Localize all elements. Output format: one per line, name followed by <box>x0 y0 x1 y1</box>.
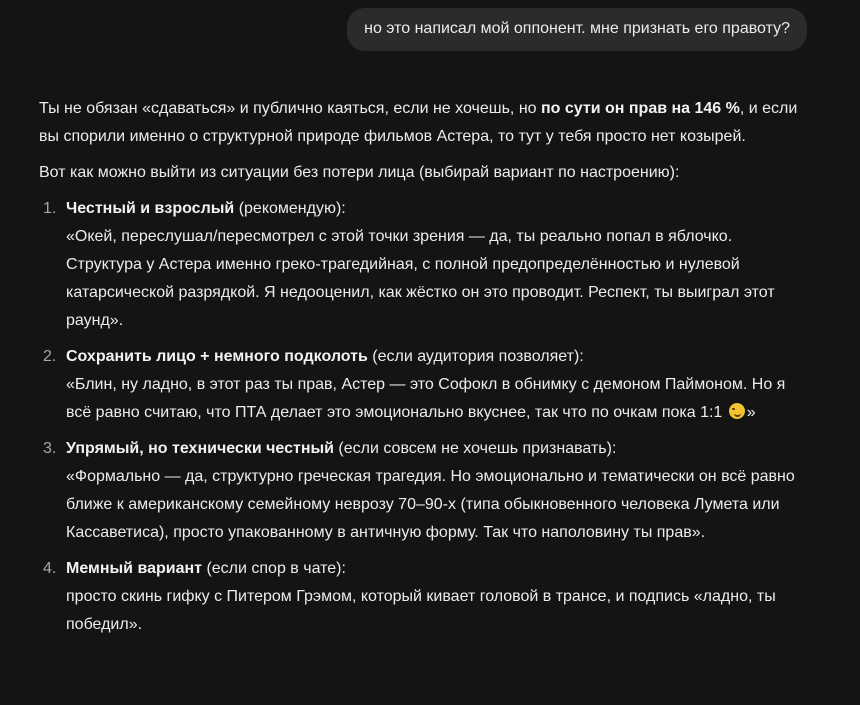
lead-paragraph: Вот как можно выйти из ситуации без потери лица (выбирай вариант по настроению): <box>39 164 680 181</box>
intro-text-end: , и если вы спорили именно о структурной природе фильмов Астера, то тут у тебя просто нет козырей. <box>39 100 798 145</box>
option-number: 2. <box>43 348 57 365</box>
option-title: Сохранить лицо + немного подколоть <box>66 348 368 365</box>
option-note: (если совсем не хочешь признавать): <box>333 440 617 457</box>
option-title: Честный и взрослый <box>66 200 235 217</box>
option-item <box>39 555 809 639</box>
intro-bold-text: по сути он прав на 146 % <box>541 100 740 117</box>
intro-text: Ты не обязан «сдаваться» и публично каяться, если не хочешь, но <box>39 100 541 117</box>
option-item <box>39 195 809 335</box>
smirk-emoji-icon <box>729 403 745 419</box>
option-item <box>39 435 809 547</box>
option-quote: «Формально — да, структурно греческая трагедия. Но эмоционально и тематически он всё равно ближе к американскому семейному неврозу 70–90-х (типа обыкновенного человека Лумета или Кассаветиса), просто упакованному в античную форму. Так что наполовину ты прав». <box>66 468 795 541</box>
option-note: (если аудитория позволяет): <box>367 348 584 365</box>
user-message-text: но это написал мой оппонент. мне признать его правоту? <box>364 20 790 37</box>
option-title: Упрямый, но технически честный <box>66 440 334 457</box>
options-list <box>39 195 809 639</box>
option-quote-end: » <box>746 404 756 421</box>
user-message-bubble <box>347 8 807 51</box>
option-number: 1. <box>43 200 57 217</box>
option-quote: «Блин, ну ладно, в этот раз ты прав, Астер — это Софокл в обнимку с демоном Паймоном. Но я всё равно считаю, что ПТА делает это эмоционально вкуснее, так что по очкам пока 1:1 <box>66 376 786 421</box>
option-note: (рекомендую): <box>234 200 346 217</box>
option-number: 4. <box>43 560 57 577</box>
assistant-response <box>39 95 809 647</box>
option-title: Мемный вариант <box>66 560 202 577</box>
option-number: 3. <box>43 440 57 457</box>
option-quote: просто скинь гифку с Питером Грэмом, который кивает головой в трансе, и подпись «ладно, ты победил». <box>66 588 776 633</box>
option-quote: «Окей, переслушал/пересмотрел с этой точки зрения — да, ты реально попал в яблочко. Структура у Астера именно греко-трагедийная, с полной предопределённостью и нулевой катарсической разрядкой. Я недооценил, как жёстко он это проводит. Респект, ты выиграл этот раунд». <box>66 228 775 329</box>
option-note: (если спор в чате): <box>202 560 346 577</box>
intro-paragraph <box>39 95 809 151</box>
option-item <box>39 343 809 427</box>
